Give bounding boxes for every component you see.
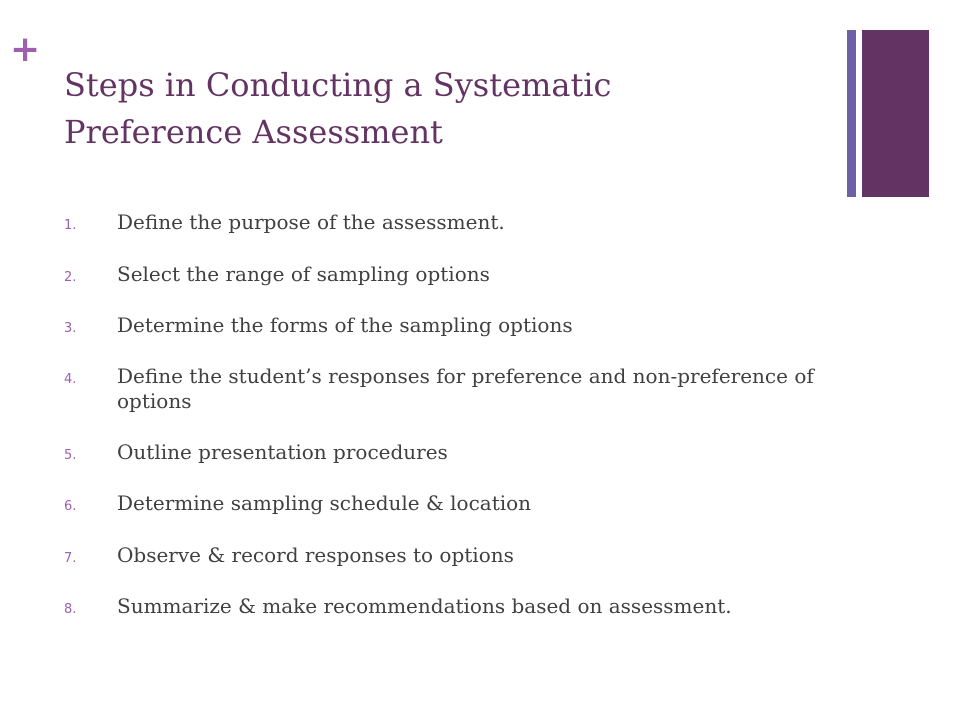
step-text: Define the purpose of the assessment.: [117, 210, 505, 234]
accent-bar-thin: [847, 30, 856, 197]
step-number: 6.: [64, 499, 77, 514]
step-text: Define the student’s responses for preference and non-preference of options: [117, 364, 814, 413]
steps-list: [64, 0, 844, 720]
accent-bar-thick: [862, 30, 929, 197]
step-number: 8.: [64, 602, 77, 617]
step-number: 1.: [64, 218, 77, 233]
step-text: Determine sampling schedule & location: [117, 491, 532, 515]
step-text: Determine the forms of the sampling options: [117, 313, 573, 337]
step-number: 7.: [64, 551, 77, 566]
plus-icon: +: [10, 29, 41, 70]
step-number: 2.: [64, 270, 77, 285]
slide-title-line-1: Steps in Conducting a Systematic: [64, 66, 612, 104]
step-number: 3.: [64, 321, 77, 336]
step-text: Observe & record responses to options: [117, 543, 514, 567]
step-number: 5.: [64, 448, 77, 463]
step-text: Outline presentation procedures: [117, 440, 448, 464]
step-text: Select the range of sampling options: [117, 262, 490, 286]
slide-title-line-2: Preference Assessment: [64, 113, 443, 151]
step-text: Summarize & make recommendations based on assessment.: [117, 594, 732, 618]
step-number: 4.: [64, 372, 77, 387]
